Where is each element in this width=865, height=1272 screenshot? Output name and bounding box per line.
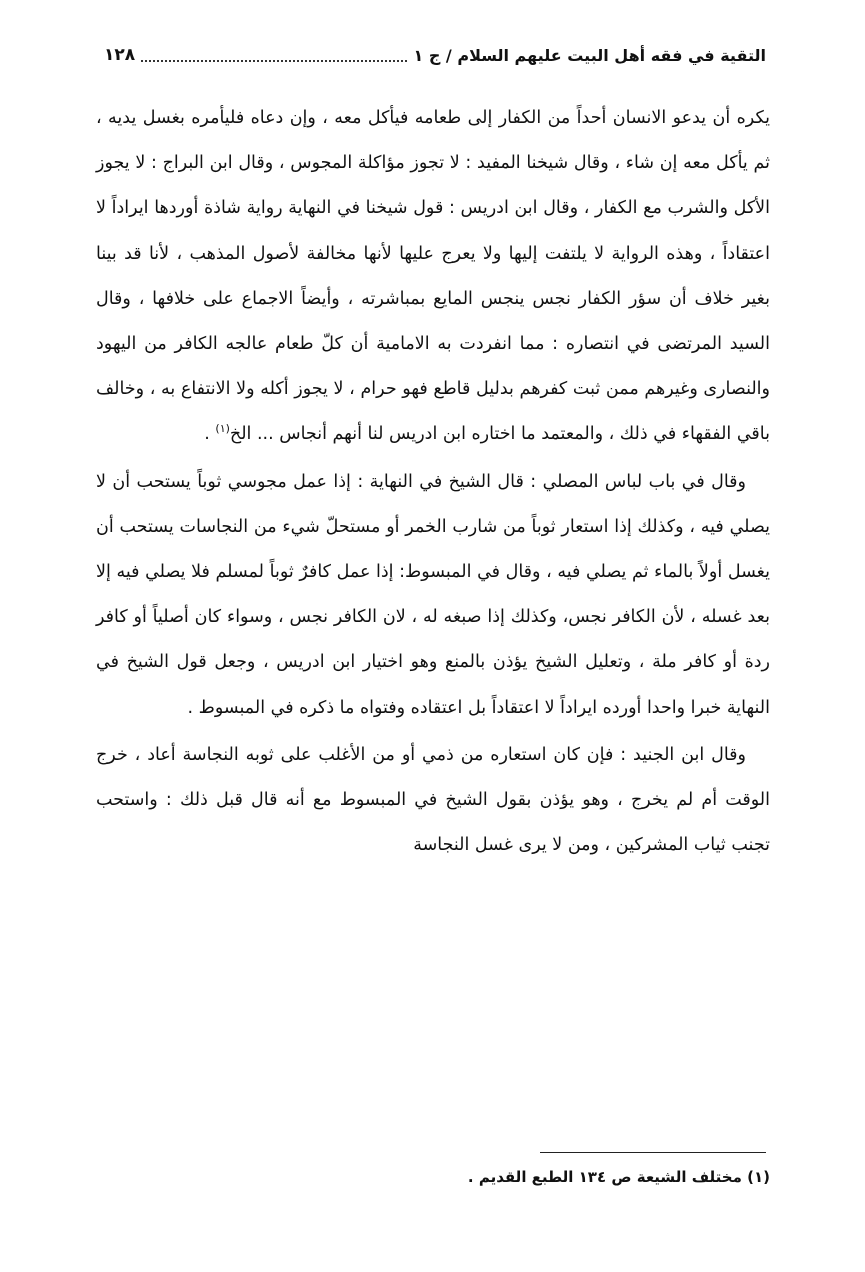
paragraph-2: وقال في باب لباس المصلي : قال الشيخ في النهاية : إذا عمل مجوسي ثوباً يستحب أن لا يصلي فيه ، وكذلك إذا استعار ثوباً من شارب الخمر أو مستحلّ شيء من النجاسات يستحب أن يغسل أولاً بالماء ثم يصلي فيه ، وقال في المبسوط: إذا عمل كافرٌ ثوباً لمسلم فلا يصلي فيه إلا بعد غسله ، لأن الكافر نجس، وكذلك إذا صبغه له ، لان الكافر نجس ، وسواء كان أصلياً أو كافر ردة أو كافر ملة ، وتعليل الشيخ يؤذن بالمنع وهو اختيار ابن ادريس ، وجعل قول الشيخ في النهاية خبرا واحدا أورده ايراداً لا اعتقاداً بل اعتقاده وفتواه ما ذكره في المبسوط . bbox=[96, 471, 770, 718]
main-text bbox=[96, 96, 770, 868]
running-title: التقية في فقه أهل البيت عليهم السلام / ج ١ bbox=[413, 45, 766, 65]
page-number: ١٢٨ bbox=[104, 45, 136, 65]
footnote-divider bbox=[540, 1152, 766, 1153]
footnote-reference: (١) bbox=[215, 422, 230, 436]
paragraph-3: وقال ابن الجنيد : فإن كان استعاره من ذمي أو من الأغلب على ثوبه النجاسة أعاد ، خرج الوقت أم لم يخرج ، وهو يؤذن بقول الشيخ في المبسوط مع أنه قال قبل ذلك : واستحب تجنب ثياب المشركين ، ومن لا يرى غسل النجاسة bbox=[96, 744, 770, 856]
footnote: (١) مختلف الشيعة ص ١٣٤ الطبع القديم . bbox=[467, 1168, 770, 1186]
header-leader-dots bbox=[141, 60, 407, 62]
page-header bbox=[104, 38, 766, 72]
paragraph-1-tail: . bbox=[204, 424, 216, 445]
paragraph-1 bbox=[96, 96, 770, 458]
paragraph-1-text: يكره أن يدعو الانسان أحداً من الكفار إلى طعامه فيأكل معه ، وإن دعاه فليأمره بغسل يديه ، ثم يأكل معه إن شاء ، وقال شيخنا المفيد : لا تجوز مؤاكلة المجوس ، وقال ابن البراج : لا يجوز الأكل والشرب مع الكفار ، وقال ابن ادريس : قول شيخنا في النهاية رواية شاذة أوردها ايراداً لا اعتقاداً ، وهذه الرواية لا يلتفت إليها ولا يعرج عليها لأنها مخالفة لأصول المذهب ، لأنا قد بينا بغير خلاف أن سؤر الكفار نجس ينجس المايع بمباشرته ، وأيضاً الاجماع على خلافها ، وقال السيد المرتضى في انتصاره : مما انفردت به الامامية أن كلّ طعام عالجه الكافر من اليهود والنصارى وغيرهم ممن ثبت كفرهم بدليل قاطع فهو حرام ، لا يجوز أكله ولا الانتفاع به ، وخالف باقي الفقهاء في ذلك ، والمعتمد ما اختاره ابن ادريس لنا أنهم أنجاس ... الخ bbox=[96, 108, 770, 445]
